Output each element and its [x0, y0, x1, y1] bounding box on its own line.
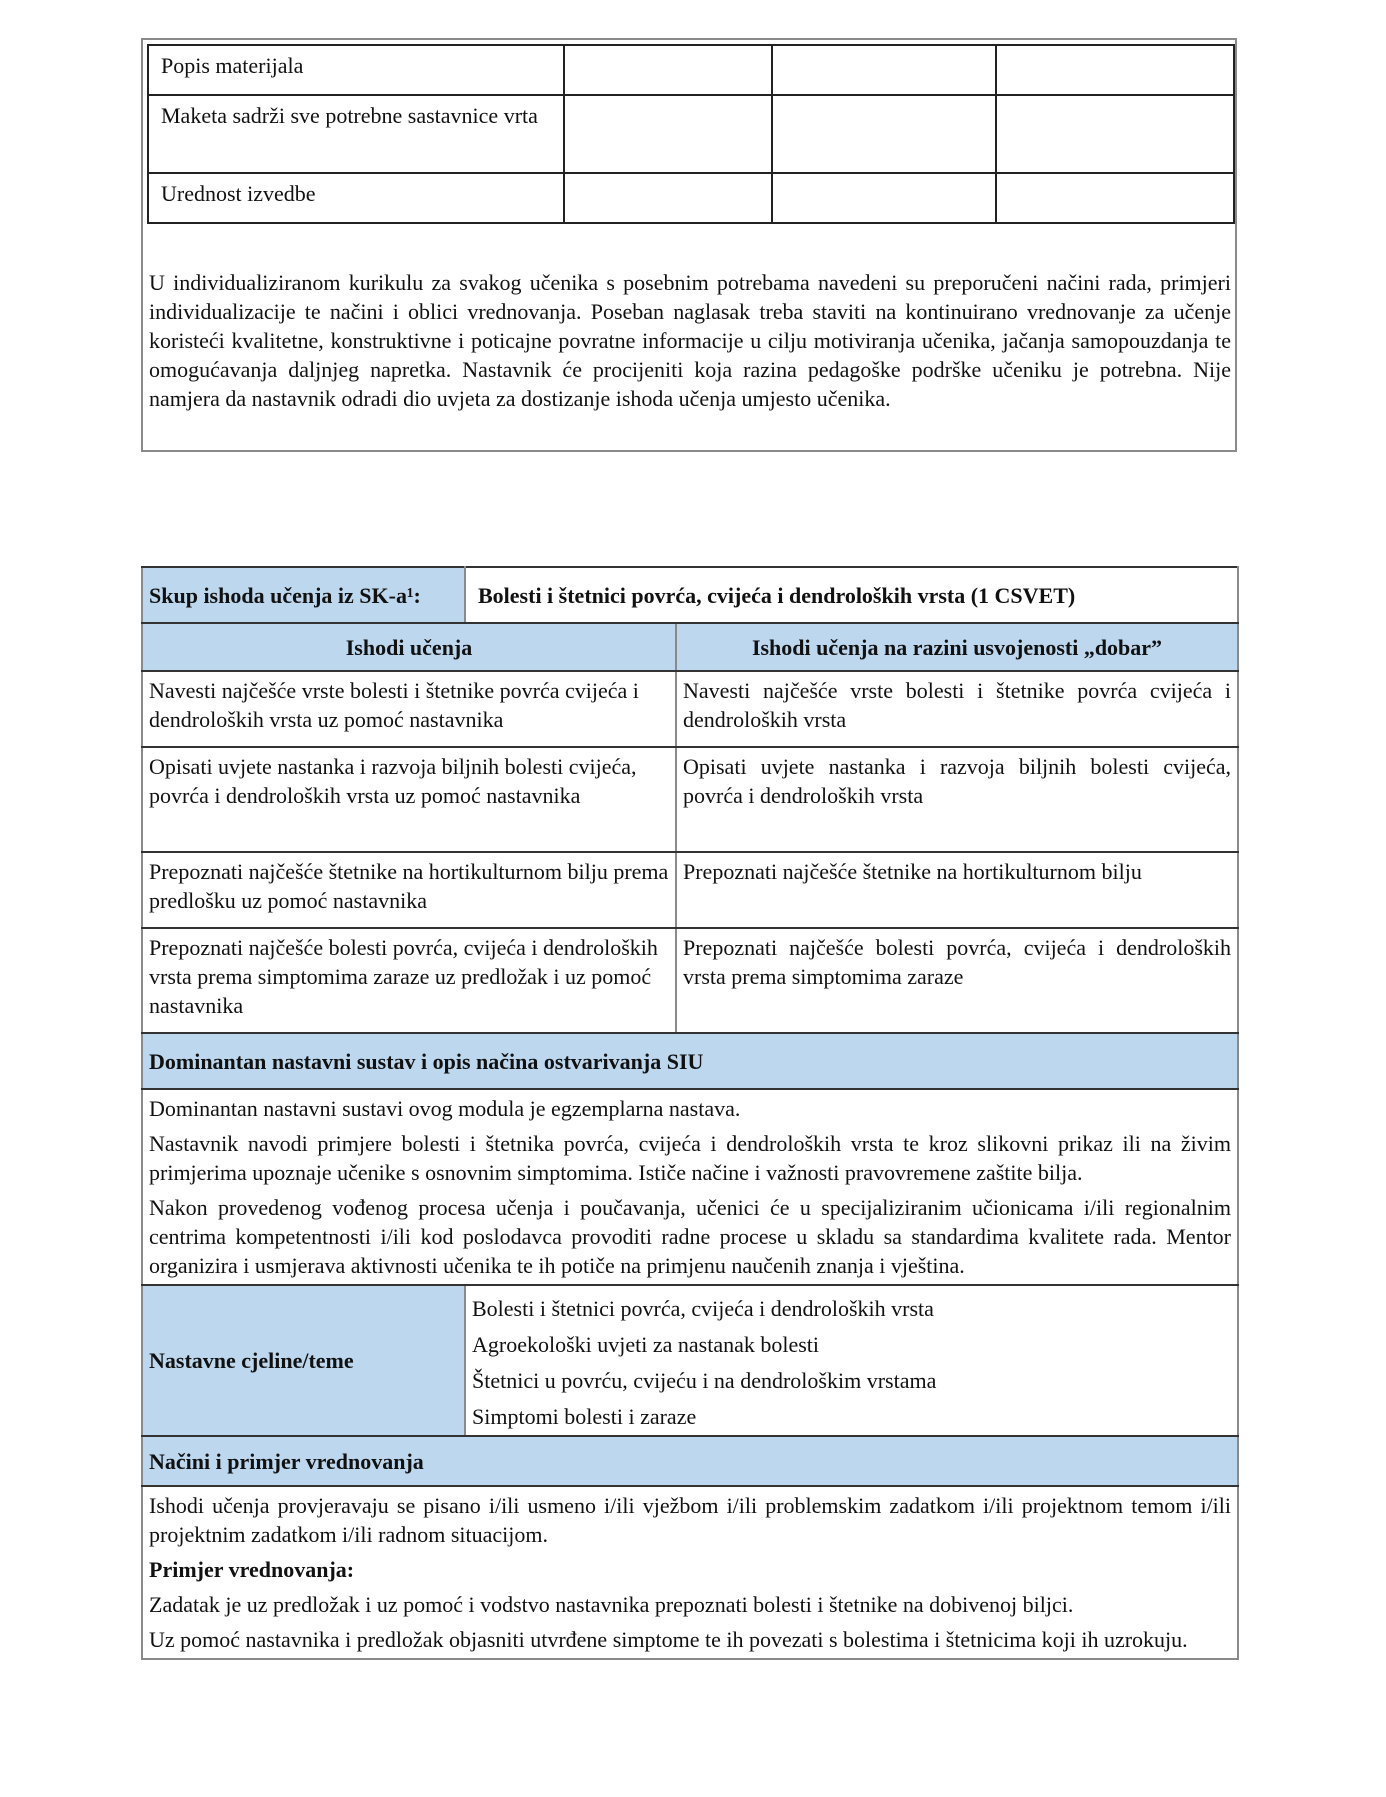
section-heading-row	[142, 1436, 1238, 1486]
outcomes-table	[141, 566, 1239, 1660]
teaching-paragraph: Nastavnik navodi primjere bolesti i štetnika povrća, cvijeća i dendroloških vrsta te kroz slikovni prikaz ili na živim primjerima upoznaje učenike s osnovnim simptomima. Ističe načine i važnosti pravovremene zaštite bilja.	[149, 1131, 1232, 1185]
score-cell	[564, 95, 772, 173]
example-paragraph: Zadatak je uz predložak i uz pomoć i vodstvo nastavnika prepoznati bolesti i štetnike na dobivenoj biljci.	[149, 1592, 1074, 1617]
rubric-section	[141, 38, 1237, 452]
evaluation-paragraph: Ishodi učenja provjeravaju se pisano i/ili usmeno i/ili vježbom i/ili problemskim zadatkom i/ili projektnom temom i/ili projektnim zadatkom i/ili radnom situacijom.	[149, 1493, 1232, 1547]
topic-item: Bolesti i štetnici povrća, cvijeća i dendroloških vrsta	[472, 1296, 934, 1321]
table-row	[142, 852, 1238, 928]
score-cell	[772, 95, 996, 173]
section-body-row	[142, 1089, 1238, 1285]
example-heading: Primjer vrednovanja:	[149, 1557, 355, 1582]
rubric-table	[147, 44, 1235, 224]
teaching-system-body	[142, 1089, 1238, 1285]
good-level-cell: Prepoznati najčešće bolesti povrća, cvijeća i dendroloških vrsta prema simptomima zaraze	[676, 928, 1238, 1033]
score-cell	[564, 173, 772, 223]
section-heading-row	[142, 1033, 1238, 1089]
teaching-system-heading: Dominantan nastavni sustav i opis načina ostvarivanja SIU	[142, 1033, 1238, 1089]
score-cell	[996, 95, 1234, 173]
example-paragraph: Uz pomoć nastavnika i predložak objasniti utvrđene simptome te ih povezati s bolestima i štetnicima koji ih uzrokuju.	[149, 1627, 1188, 1652]
set-value: Bolesti i štetnici povrća, cvijeća i dendroloških vrsta (1 CSVET)	[465, 567, 1238, 623]
good-level-cell: Navesti najčešće vrste bolesti i štetnike povrća cvijeća i dendroloških vrsta	[676, 671, 1238, 747]
outcome-cell: Prepoznati najčešće štetnike na hortikulturnom bilju prema predlošku uz pomoć nastavnika	[142, 852, 676, 928]
score-cell	[772, 45, 996, 95]
good-level-cell: Opisati uvjete nastanka i razvoja biljnih bolesti cvijeća, povrća i dendroloških vrsta	[676, 747, 1238, 852]
teaching-paragraph: Dominantan nastavni sustavi ovog modula je egzemplarna nastava.	[149, 1096, 741, 1121]
col-header-outcomes: Ishodi učenja	[142, 623, 676, 671]
criterion-cell: Maketa sadrži sve potrebne sastavnice vrta	[148, 95, 564, 173]
table-row	[148, 45, 1234, 95]
topics-label: Nastavne cjeline/teme	[142, 1285, 465, 1436]
individualization-paragraph: U individualiziranom kurikulu za svakog učenika s posebnim potrebama navedeni su preporučeni načini rada, primjeri individualizacije te načini i oblici vrednovanja. Poseban naglasak treba staviti na kontinuirano vrednovanje za učenje koristeći kvalitetne, konstruktivne i poticajne povratne informacije u cilju motiviranja učenika, jačanja samopouzdanja te omogućavanja daljnjeg napretka. Nastavnik će procijeniti koja razina pedagoške podrške učeniku je potrebna. Nije namjera da nastavnik odradi dio uvjeta za dostizanje ishoda učenja umjesto učenika.	[149, 270, 1231, 411]
table-row	[142, 747, 1238, 852]
topic-item: Simptomi bolesti i zaraze	[472, 1404, 697, 1429]
score-cell	[564, 45, 772, 95]
score-cell	[772, 173, 996, 223]
header-row	[142, 623, 1238, 671]
table-row	[148, 173, 1234, 223]
table-row	[142, 671, 1238, 747]
topic-item: Štetnici u povrću, cvijeću i na dendrološkim vrstama	[472, 1368, 937, 1393]
score-cell	[996, 45, 1234, 95]
evaluation-heading: Načini i primjer vrednovanja	[142, 1436, 1238, 1486]
outcome-cell: Navesti najčešće vrste bolesti i štetnike povrća cvijeća i dendroloških vrsta uz pomoć nastavnika	[142, 671, 676, 747]
col-header-good-level: Ishodi učenja na razini usvojenosti „dobar”	[676, 623, 1238, 671]
evaluation-body	[142, 1486, 1238, 1659]
set-label: Skup ishoda učenja iz SK-a¹:	[142, 567, 465, 623]
topic-item: Agroekološki uvjeti za nastanak bolesti	[472, 1332, 820, 1357]
good-level-cell: Prepoznati najčešće štetnike na hortikulturnom bilju	[676, 852, 1238, 928]
score-cell	[996, 173, 1234, 223]
topics-list	[465, 1285, 1238, 1436]
teaching-paragraph: Nakon provedenog vođenog procesa učenja i poučavanja, učenici će u specijaliziranim učionicama i/ili regionalnim centrima kompetentnosti i/ili kod poslodavca provoditi radne procese u skladu sa standardima kvalitete rada. Mentor organizira i usmjerava aktivnosti učenika te ih potiče na primjenu naučenih znanja i vještina.	[149, 1195, 1232, 1278]
outcome-cell: Opisati uvjete nastanka i razvoja biljnih bolesti cvijeća, povrća i dendroloških vrsta uz pomoć nastavnika	[142, 747, 676, 852]
criterion-cell: Urednost izvedbe	[148, 173, 564, 223]
table-row	[148, 95, 1234, 173]
outcome-cell: Prepoznati najčešće bolesti povrća, cvijeća i dendroloških vrsta prema simptomima zaraze uz predložak i uz pomoć nastavnika	[142, 928, 676, 1033]
criterion-cell: Popis materijala	[148, 45, 564, 95]
set-row	[142, 567, 1238, 623]
section-body-row	[142, 1486, 1238, 1659]
topics-row	[142, 1285, 1238, 1436]
table-row	[142, 928, 1238, 1033]
